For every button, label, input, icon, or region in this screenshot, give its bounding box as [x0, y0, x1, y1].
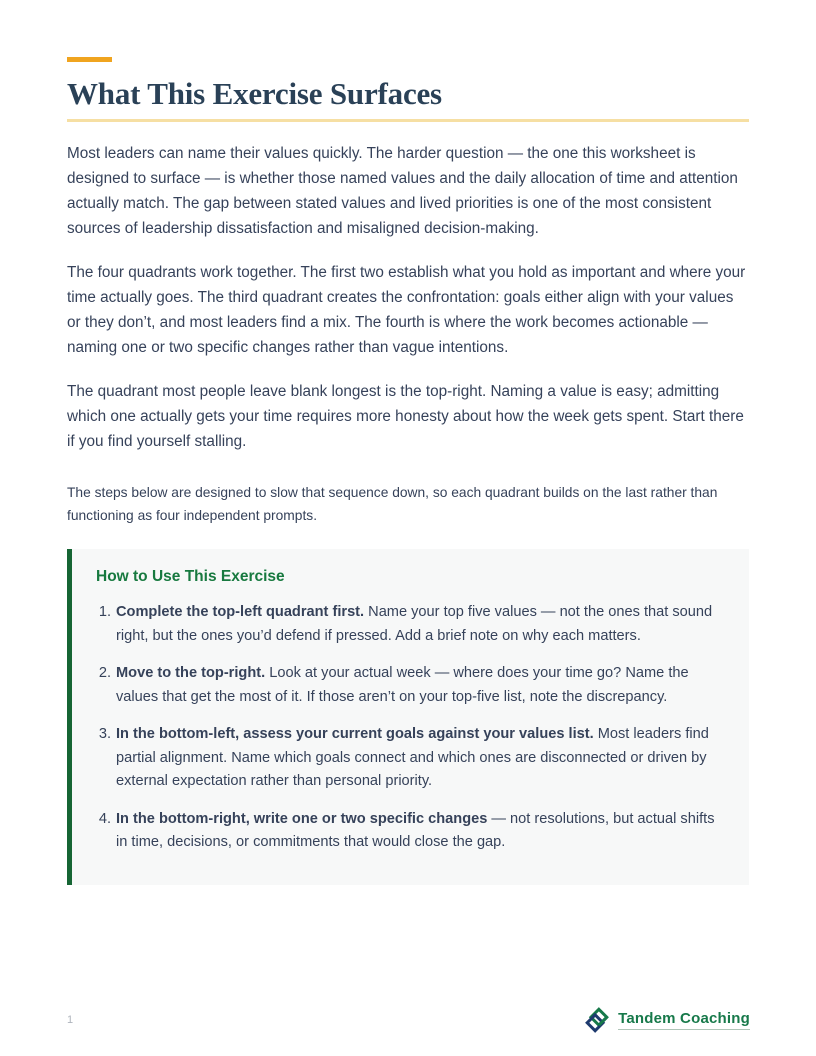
intro-paragraph-1: Most leaders can name their values quickly. The harder question — the one this worksheet is designed to surface — is whether those named values and the daily allocation of time and attention actually match. The gap between stated values and lived priorities is one of the most consistent sources of leadership dissatisfaction and misaligned decision-making.: [67, 145, 738, 238]
brand-name: Tandem Coaching: [618, 1010, 750, 1030]
step-lead-bold: In the bottom-left, assess your current goals against your values list.: [116, 726, 594, 743]
step-number: 1.: [98, 604, 111, 621]
step-item-3: [96, 723, 723, 794]
page-footer: [67, 1006, 750, 1034]
step-body-text: Most leaders find partial alignment. Name which goals connect and which ones are disconnected or driven by external expectation rather than personal priority.: [116, 726, 709, 790]
step-body-text: — not resolutions, but actual shifts in time, decisions, or commitments that would close the gap.: [116, 810, 715, 851]
brand-logo: [583, 1006, 750, 1034]
step-item-1: [96, 601, 723, 648]
step-text: [116, 723, 723, 794]
step-body-text: Name your top five values — not the ones that sound right, but the ones you’d defend if pressed. Add a brief note on why each matters.: [116, 604, 713, 644]
step-lead-bold: Complete the top-left quadrant first.: [116, 604, 365, 621]
intro-paragraph-3: The quadrant most people leave blank longest is the top-right. Naming a value is easy; admitting which one actually gets your time requires more honesty about how the week gets spent. Start there if you find yourself stalling.: [67, 383, 744, 451]
step-item-2: [96, 662, 723, 709]
callout-heading: How to Use This Exercise: [96, 568, 285, 586]
step-body-text: Look at your actual week — where does your time go? Name the values that get the most of it. If those aren’t on your top-five list, note the discrepancy.: [116, 665, 689, 705]
steps-list: [96, 601, 723, 855]
step-number: 2.: [98, 665, 111, 682]
step-text: [116, 808, 723, 855]
page-title: What This Exercise Surfaces: [67, 76, 442, 111]
step-lead-bold: In the bottom-right, write one or two specific changes: [116, 810, 488, 827]
intro-paragraph-2: The four quadrants work together. The first two establish what you hold as important and where your time actually goes. The third quadrant creates the confrontation: goals either align with your values or they don’t, and most leaders find a mix. The fourth is where the work becomes actionable — naming one or two specific changes rather than vague intentions.: [67, 264, 746, 357]
intro-note: The steps below are designed to slow that sequence down, so each quadrant builds on the last rather than functioning as four independent prompts.: [67, 485, 718, 524]
how-to-use-callout: [67, 549, 749, 885]
page-number: 1: [67, 1014, 74, 1026]
step-number: 3.: [98, 726, 111, 743]
title-divider: [67, 119, 749, 122]
accent-bar: [67, 57, 112, 62]
step-item-4: [96, 808, 723, 855]
step-text: [116, 662, 723, 709]
step-text: [116, 601, 723, 648]
interlocked-diamonds-icon: [583, 1006, 611, 1034]
step-lead-bold: Move to the top-right.: [116, 665, 266, 682]
step-number: 4.: [98, 810, 111, 827]
